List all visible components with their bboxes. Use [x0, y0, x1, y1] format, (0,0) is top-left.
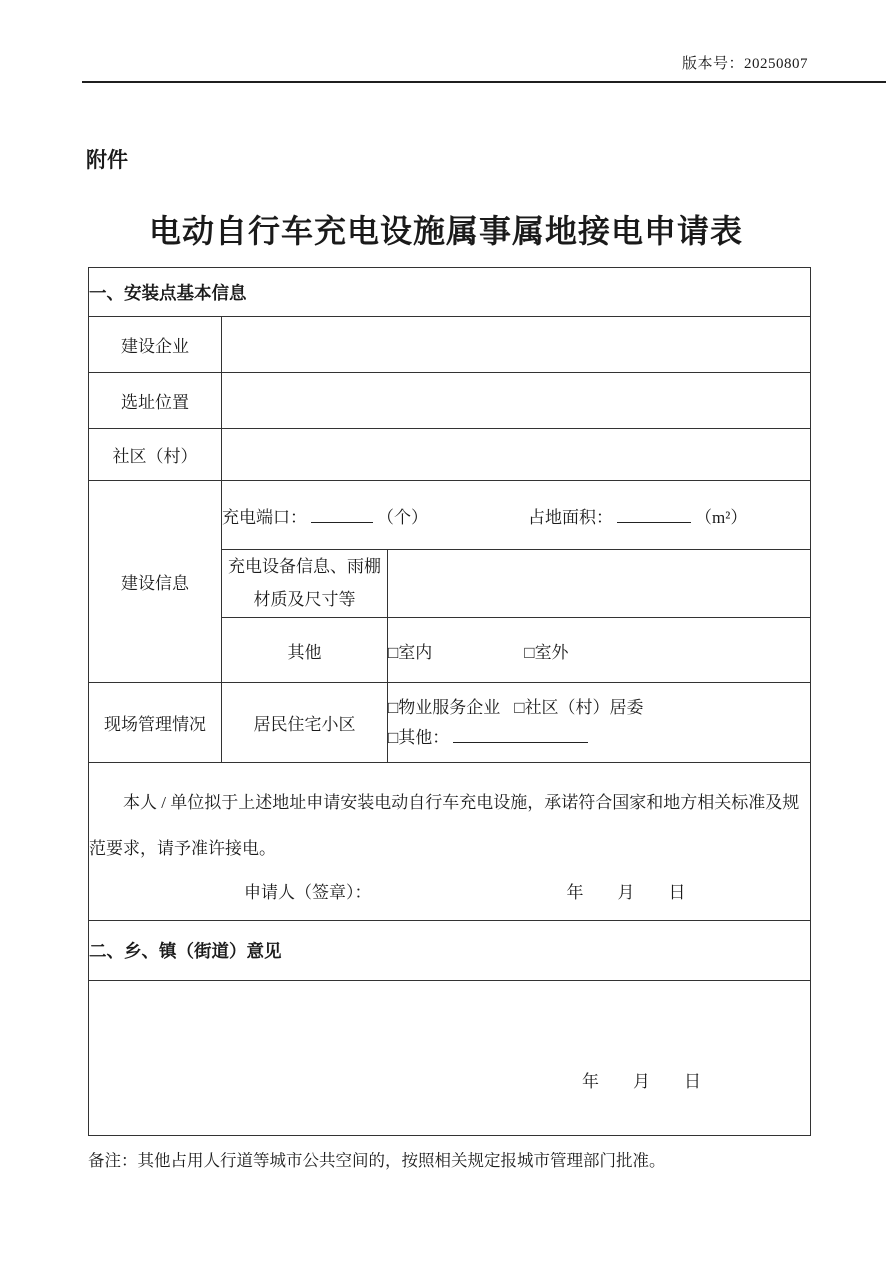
header-divider [82, 81, 886, 83]
section-1-header-row [89, 268, 811, 317]
area-group [528, 508, 747, 527]
area-blank-line [617, 508, 691, 523]
checkbox-label: 室外 [534, 642, 569, 662]
management-options-line-1 [388, 693, 810, 723]
checkbox-option-property-company [388, 698, 500, 717]
field-label-residential: 居民住宅小区 [222, 683, 388, 763]
field-value-equipment [388, 550, 811, 618]
signer-label: 申请人（签章）： [244, 882, 372, 902]
ports-unit: （个） [377, 507, 428, 527]
field-value-site [222, 373, 811, 429]
field-label-community: 社区（村） [89, 429, 222, 481]
management-other-blank-line [453, 728, 588, 743]
field-label-other: 其他 [222, 618, 388, 683]
checkbox-option-community-committee [514, 698, 643, 717]
checkbox-option-outdoor [524, 643, 568, 662]
checkbox-icon: □ [388, 727, 399, 747]
field-label-management: 现场管理情况 [89, 683, 222, 763]
checkbox-icon: □ [388, 642, 399, 662]
footnote: 备注：其他占用人行道等城市公共空间的，按照相关规定报城市管理部门批准。 [88, 1151, 666, 1170]
checkbox-icon: □ [514, 697, 525, 717]
declaration-date-label: 年 月 日 [566, 882, 686, 902]
table-row [89, 429, 811, 481]
section-2-header-row [89, 921, 811, 981]
charging-ports-cell [222, 481, 811, 550]
table-row [89, 481, 811, 550]
field-label-equipment: 充电设备信息、雨棚材质及尺寸等 [222, 550, 388, 618]
checkbox-icon: □ [388, 697, 399, 717]
management-options-cell [388, 683, 811, 763]
field-label-site: 选址位置 [89, 373, 222, 429]
field-value-community [222, 429, 811, 481]
opinion-cell [89, 981, 811, 1136]
declaration-paragraph: 本人 / 单位拟于上述地址申请安装电动自行车充电设施，承诺符合国家和地方相关标准及规范要求，请予准许接电。 [89, 793, 800, 858]
ports-group [222, 508, 428, 527]
signer-line [89, 878, 810, 903]
ports-blank-line [311, 508, 373, 523]
checkbox-label: 其他： [398, 727, 450, 747]
table-row [89, 981, 811, 1136]
field-label-company: 建设企业 [89, 317, 222, 373]
checkbox-option-indoor [388, 643, 432, 662]
checkbox-icon: □ [524, 642, 535, 662]
version-label: 版本号：20250807 [681, 56, 808, 72]
area-label: 占地面积： [528, 507, 613, 527]
page-title: 电动自行车充电设施属事属地接电申请表 [148, 213, 743, 249]
area-unit: （m²） [695, 507, 748, 527]
checkbox-label: 室内 [398, 642, 433, 662]
field-label-construction-info: 建设信息 [89, 481, 222, 683]
ports-label: 充电端口： [222, 507, 307, 527]
table-row [89, 763, 811, 921]
table-row [89, 683, 811, 763]
application-form-table [88, 267, 811, 1136]
checkbox-label: 社区（村）居委 [524, 697, 644, 717]
attachment-label: 附件 [86, 149, 128, 172]
field-value-company [222, 317, 811, 373]
table-row [89, 317, 811, 373]
management-options-line-2 [388, 723, 810, 753]
checkbox-label: 物业服务企业 [398, 697, 501, 717]
declaration-cell [89, 763, 811, 921]
section-2-header: 二、乡、镇（街道）意见 [89, 921, 811, 981]
checkbox-option-management-other [388, 728, 588, 747]
section-1-header: 一、安装点基本信息 [89, 268, 811, 317]
opinion-date-label: 年 月 日 [582, 1072, 701, 1091]
other-options-cell [388, 618, 811, 683]
table-row [89, 373, 811, 429]
